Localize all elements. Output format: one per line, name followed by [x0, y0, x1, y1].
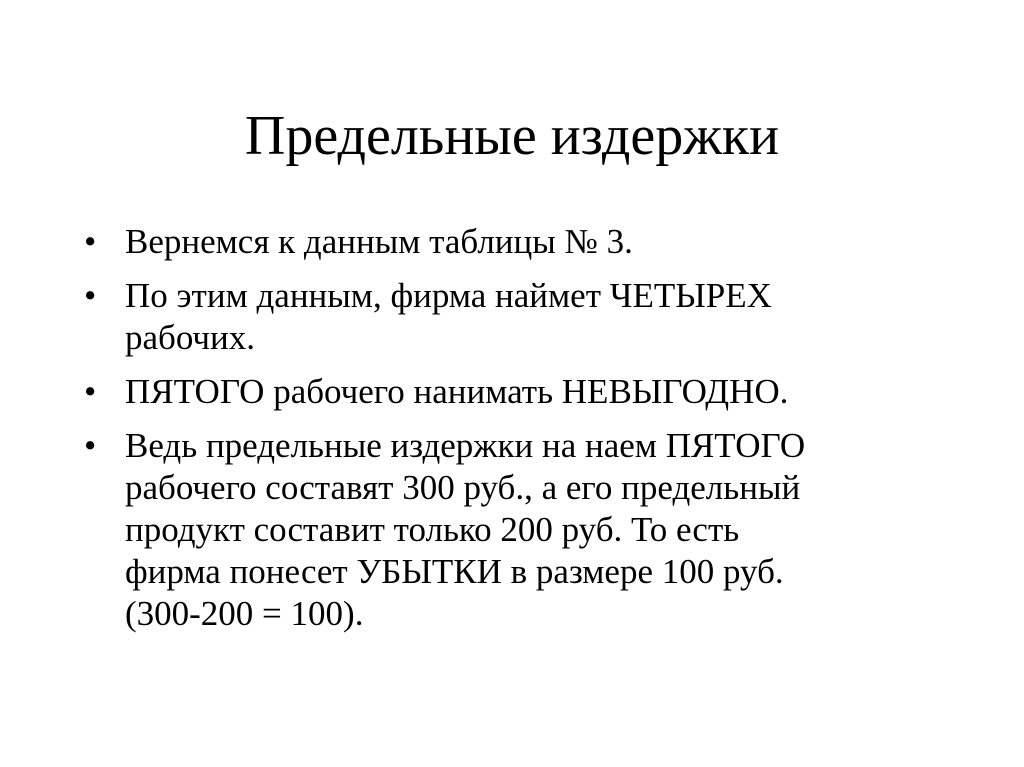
bullet-item-1 [84, 221, 944, 263]
slide-title: Предельные издержки [244, 105, 780, 167]
bullet-item-2 [84, 275, 944, 359]
bullet-item-4 [84, 425, 944, 635]
bullet-dot-icon: • [84, 276, 97, 315]
bullet-text: Вернемся к данным таблицы № 3. [125, 222, 633, 261]
bullet-text: ПЯТОГО рабочего нанимать НЕВЫГОДНО. [125, 372, 789, 411]
bullet-text: Ведь предельные издержки на наем ПЯТОГО рабочего составят 300 руб., а его предельный продукт составит только 200 руб. То есть фирма понесет УБЫТКИ в размере 100 руб. (300-200 = 100). [125, 426, 806, 633]
bullet-dot-icon: • [84, 222, 97, 261]
bullet-dot-icon: • [84, 426, 97, 465]
bullet-text: По этим данным, фирма наймет ЧЕТЫРЕХ рабочих. [125, 276, 772, 357]
bullet-list [84, 221, 944, 647]
bullet-dot-icon: • [84, 372, 97, 411]
bullet-item-3 [84, 371, 944, 413]
